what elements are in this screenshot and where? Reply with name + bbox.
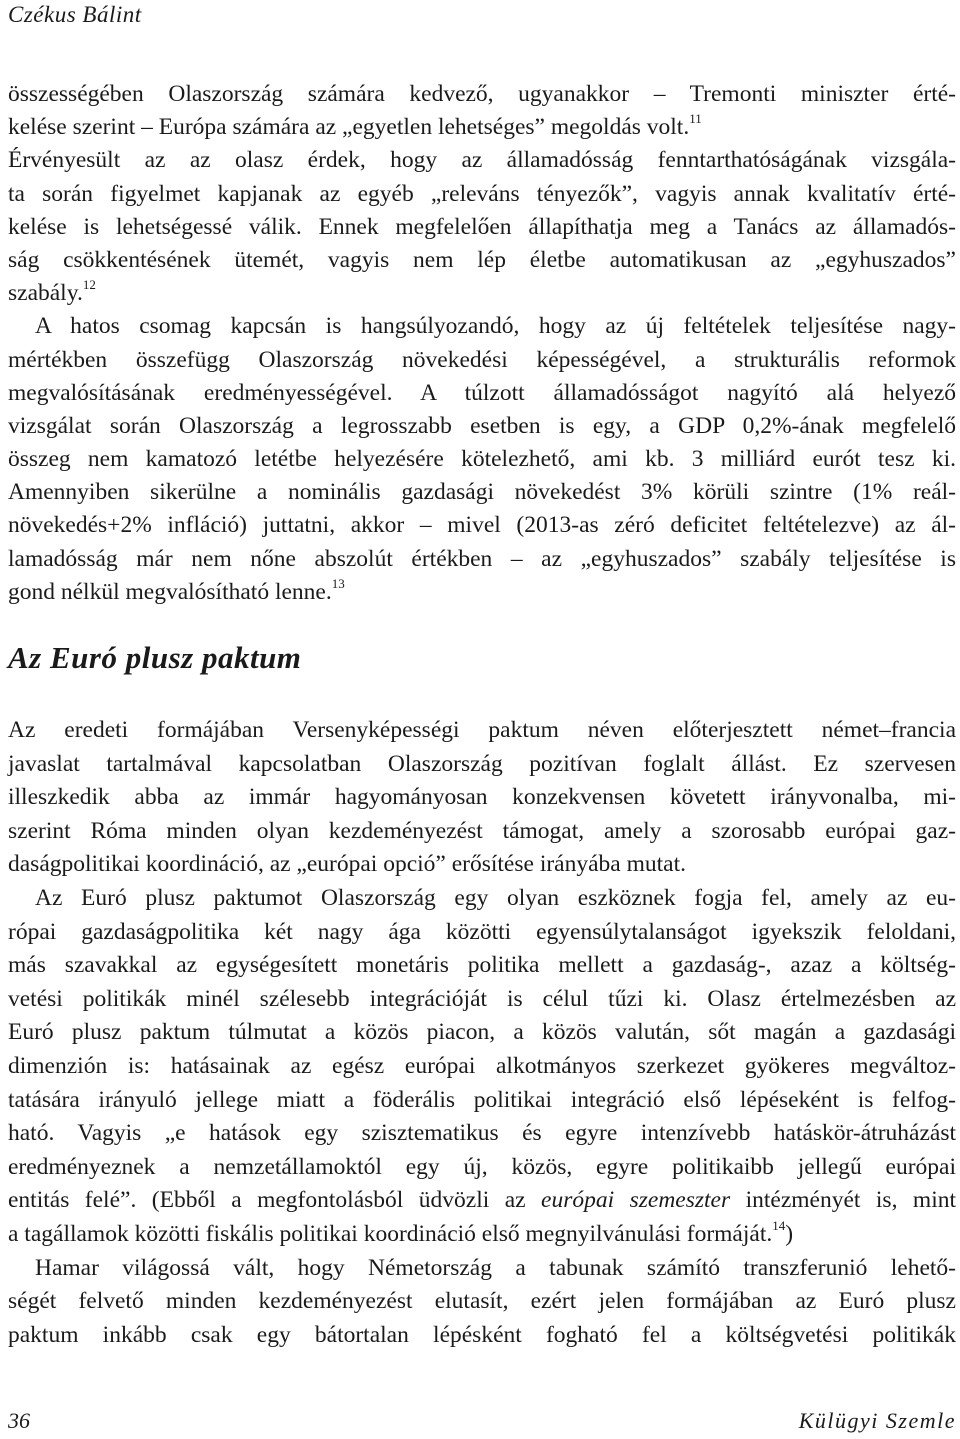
text-line: Érvényesült az az olasz érdek, hogy az államadósság fenntarthatóságának vizsgála- bbox=[8, 147, 956, 174]
paragraph-1 bbox=[8, 78, 956, 310]
text-line: összeg nem kamatozó letétbe helyezésére kötelezhető, ami kb. 3 milliárd eurót tesz ki. bbox=[8, 446, 956, 473]
text-line: Az eredeti formájában Versenyképességi paktum néven előterjesztett német–francia bbox=[8, 717, 956, 743]
text-line: ta során figyelmet kapjanak az egyéb „releváns tényezők”, vagyis annak kvalitatív érté- bbox=[8, 180, 956, 207]
text-segment: entitás felé”. (Ebből a megfontolásból üdvözli az bbox=[8, 1187, 542, 1214]
text-line bbox=[8, 1184, 956, 1218]
text-line: ság csökkentésének ütemét, vagyis nem lép életbe automatikusan az „egyhuszados” bbox=[8, 246, 956, 273]
text-line: eredményeznek a nemzetállamoktól egy új, közös, egyre politikaibb jellegű európai bbox=[8, 1153, 956, 1180]
text-line: vizsgálat során Olaszország a legrosszabb esetben is egy, a GDP 0,2%-ának megfelelő bbox=[8, 412, 956, 439]
text-line: Euró plusz paktum túlmutat a közös piacon, a közös valután, sőt magán a gazdasági bbox=[8, 1019, 956, 1046]
text-line: vetési politikák minél szélesebb integrációját is célul tűzi ki. Olasz értelmezésben az bbox=[8, 985, 956, 1012]
text-line: kelése is lehetségessé válik. Ennek megfelelően állapíthatja meg a Tanács az államadós- bbox=[8, 213, 956, 240]
text-line: Az Euró plusz paktumot Olaszország egy olyan eszköznek fogja fel, amely az eu- bbox=[35, 884, 956, 911]
text-segment: intézményét is, mint bbox=[730, 1187, 956, 1214]
text-line: illeszkedik abba az immár hagyományosan konzekvensen követett irányvonalba, mi- bbox=[8, 784, 956, 811]
text-segment: kelése szerint – Európa számára az „egyetlen lehetséges” megoldás volt. bbox=[8, 114, 690, 141]
page-number: 36 bbox=[8, 1408, 30, 1433]
footnote-ref: 11 bbox=[689, 111, 702, 127]
section-heading: Az Euró plusz paktum bbox=[8, 640, 302, 675]
text-line: A hatos csomag kapcsán is hangsúlyozandó, hogy az új feltételek teljesítése nagy- bbox=[35, 313, 956, 340]
text-line: ható. Vagyis „e hatások egy szisztematikus és egyre intenzívebb hatáskör-átruházást bbox=[8, 1120, 956, 1147]
text-line bbox=[8, 1218, 956, 1252]
paragraph-3 bbox=[8, 714, 956, 882]
text-line: paktum inkább csak egy bátortalan lépésként fogható fel a költségvetési politikák bbox=[8, 1321, 956, 1348]
text-line: Hamar világossá vált, hogy Németország a tabunak számító transzferunió lehető- bbox=[35, 1254, 956, 1281]
text-line: tatására irányuló jellege miatt a föderális politikai integráció első lépéseként is felfog- bbox=[8, 1086, 956, 1113]
text-line: szerint Róma minden olyan kezdeményezést támogat, amely a szorosabb európai gaz- bbox=[8, 817, 956, 844]
italic-term: európai szemeszter bbox=[541, 1187, 731, 1214]
footnote-ref: 13 bbox=[331, 575, 345, 591]
paragraph-2 bbox=[8, 310, 956, 609]
text-line: daságpolitikai koordináció, az „európai opció” erősítése irányába mutat. bbox=[8, 851, 686, 878]
paragraph-5 bbox=[8, 1252, 956, 1353]
text-line: más szavakkal az egységesített monetáris politika mellett a gazdaság-, azaz a költség- bbox=[8, 952, 956, 979]
text-segment: gond nélkül megvalósítható lenne. bbox=[8, 578, 332, 605]
text-line: dimenzión is: hatásainak az egész európai alkotmányos szerkezet gyökeres megváltoz- bbox=[8, 1052, 956, 1079]
text-segment: a tagállamok közötti fiskális politikai koordináció első megnyilvánulási formáját. bbox=[8, 1220, 773, 1247]
text-line: összességében Olaszország számára kedvező, ugyanakkor – Tremonti miniszter érté- bbox=[8, 81, 956, 107]
text-line: Amennyiben sikerülne a nominális gazdasági növekedést 3% körüli szintre (1% reál- bbox=[8, 479, 956, 506]
footnote-ref: 12 bbox=[82, 277, 96, 293]
text-line: megvalósításának eredményességével. A túlzott államadósságot nagyító alá helyező bbox=[8, 379, 956, 406]
text-line: ségét felvető minden kezdeményezést elutasít, ezért jelen formájában az Euró plusz bbox=[8, 1288, 956, 1315]
text-line bbox=[8, 576, 956, 609]
paragraph-4 bbox=[8, 882, 956, 1252]
text-segment: ) bbox=[785, 1220, 794, 1247]
text-line: rópai gazdaságpolitika két nagy ága közötti egyensúlytalanságot igyekszik feloldani, bbox=[8, 918, 956, 945]
text-segment: szabály. bbox=[8, 280, 83, 307]
text-line: javaslat tartalmával kapcsolatban Olaszország pozitívan foglalt állást. Ez szervesen bbox=[8, 750, 956, 777]
text-line bbox=[8, 277, 956, 310]
body-text-top bbox=[8, 78, 956, 609]
footnote-ref: 14 bbox=[772, 1217, 786, 1233]
text-line: növekedés+2% infláció) juttatni, akkor – mivel (2013-as zéró deficitet feltételezve) az ál- bbox=[8, 512, 956, 539]
text-line: lamadósság már nem nőne abszolút értékben – az „egyhuszados” szabály teljesítése is bbox=[8, 545, 956, 572]
text-line: mértékben összefügg Olaszország növekedési képességével, a strukturális reformok bbox=[8, 346, 956, 373]
running-footer-journal: Külügyi Szemle bbox=[798, 1408, 956, 1433]
text-line bbox=[8, 111, 956, 144]
body-text-bottom bbox=[8, 714, 956, 1352]
running-header-author: Czékus Bálint bbox=[8, 2, 142, 27]
